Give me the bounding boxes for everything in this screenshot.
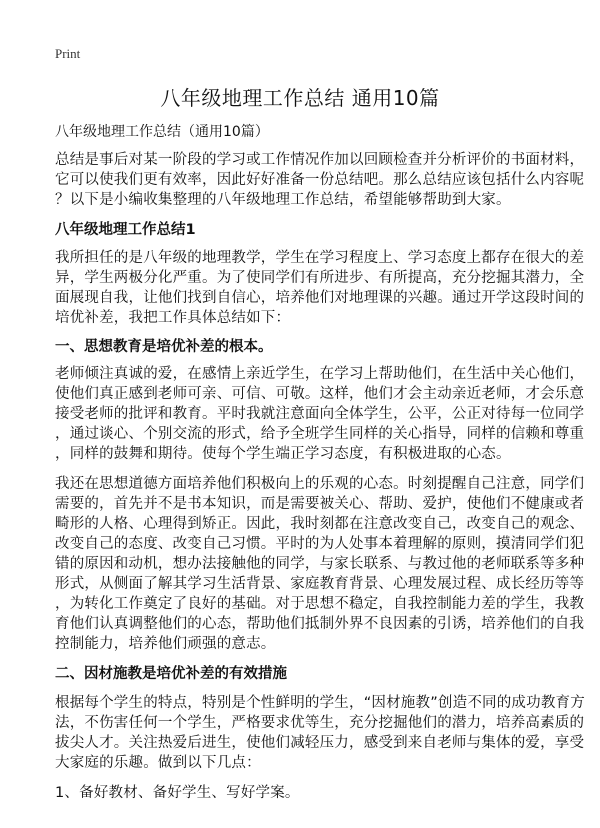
text-line: 它可以使我们更有效率，因此好好准备一份总结吧。那么总结应该包括什么内容呢 [55,172,585,188]
text-line: 总结是事后对某一阶段的学习或工作情况作加以回顾检查并分析评价的书面材料， [55,152,585,168]
text-line: ？以下是小编收集整理的八年级地理工作总结，希望能够帮助到大家。 [55,192,511,208]
list-item-text: 1、备好教材、备好学生、写好学案。 [55,785,300,801]
text-line: ，同样的鼓舞和期待。使每个学生端正学习态度，有积极进取的心态。 [55,446,511,462]
text-line: 需要的，首先并不是书本知识，而是需要被关心、帮助、爱护，使他们不健康或者 [55,496,585,512]
text-line: 畸形的人格、心理得到矫正。因此，我时刻都在注意改变自己，改变自己的观念、 [55,516,585,532]
text-line: 面展现自我，让他们找到自信心，培养他们对地理课的兴趣。通过开学这段时间的 [55,290,585,306]
text-line: ，为转化工作奠定了良好的基础。对于思想不稳定，自我控制能力差的学生，我教 [55,596,585,612]
print-link[interactable]: Print [55,46,81,61]
text-line: 我所担任的是八年级的地理教学，学生在学习程度上、学习态度上都存在很大的差 [55,250,585,266]
paragraph-2 [55,693,585,773]
intro-paragraph [55,150,585,210]
paragraph-1b [55,474,585,654]
text-line: 错的原因和动机，想办法接触他的同学，与家长联系、与教过他的老师联系等多种 [55,556,585,572]
text-line: 拔尖人才。关注热爱后进生，使他们减轻压力，感受到来自老师与集体的爱，享受 [55,735,585,751]
subheading-2: 二、因材施教是培优补差的有效措施 [55,666,287,682]
text-line: 控制能力，培养他们顽强的意志。 [55,636,276,652]
subtitle: 八年级地理工作总结（通用10篇） [55,124,269,140]
text-line: 法，不伤害任何一个学生，严格要求优等生，充分挖掘他们的潜力，培养高素质的 [55,715,585,731]
text-line: ，通过谈心、个别交流的形式，给予全班学生同样的关心指导，同样的信赖和尊重 [55,426,585,442]
paragraph-1a [55,364,585,464]
text-line: 培优补差，我把工作具体总结如下： [55,310,291,326]
text-line: 大家庭的乐趣。做到以下几点： [55,755,261,771]
subheading-1: 一、思想教育是培优补差的根本。 [55,339,273,355]
text-line: 接受老师的批评和教育。平时我就注意面向全体学生，公平，公正对待每一位同学 [55,406,585,422]
text-line: 我还在思想道德方面培养他们积极向上的乐观的心态。时刻提醒自己注意，同学们 [55,476,585,492]
text-line: 育他们认真调整他们的心态，帮助他们抵制外界不良因素的引诱，培养他们的自我 [55,616,585,632]
text-line: 使他们真正感到老师可亲、可信、可敬。这样，他们才会主动亲近老师，才会乐意 [55,386,585,402]
text-line: 根据每个学生的特点，特别是个性鲜明的学生，“因材施教”创造不同的成功教育方 [55,695,585,711]
text-line: 异，学生两极分化严重。为了使同学们有所进步、有所提高，充分挖掘其潜力，全 [55,270,585,286]
section1-paragraph [55,248,585,328]
page-title: 八年级地理工作总结 通用10篇 [160,86,440,110]
text-line: 老师倾注真诚的爱，在感情上亲近学生，在学习上帮助他们，在生活中关心他们， [55,366,585,382]
list-item-1 [55,783,555,803]
section-heading: 八年级地理工作总结1 [55,222,196,238]
text-line: 形式，从侧面了解其学习生活背景、家庭教育背景、心理发展过程、成长经历等等 [55,576,585,592]
text-line: 改变自己的态度、改变自己习惯。平时的为人处事本着理解的原则，摸清同学们犯 [55,536,585,552]
